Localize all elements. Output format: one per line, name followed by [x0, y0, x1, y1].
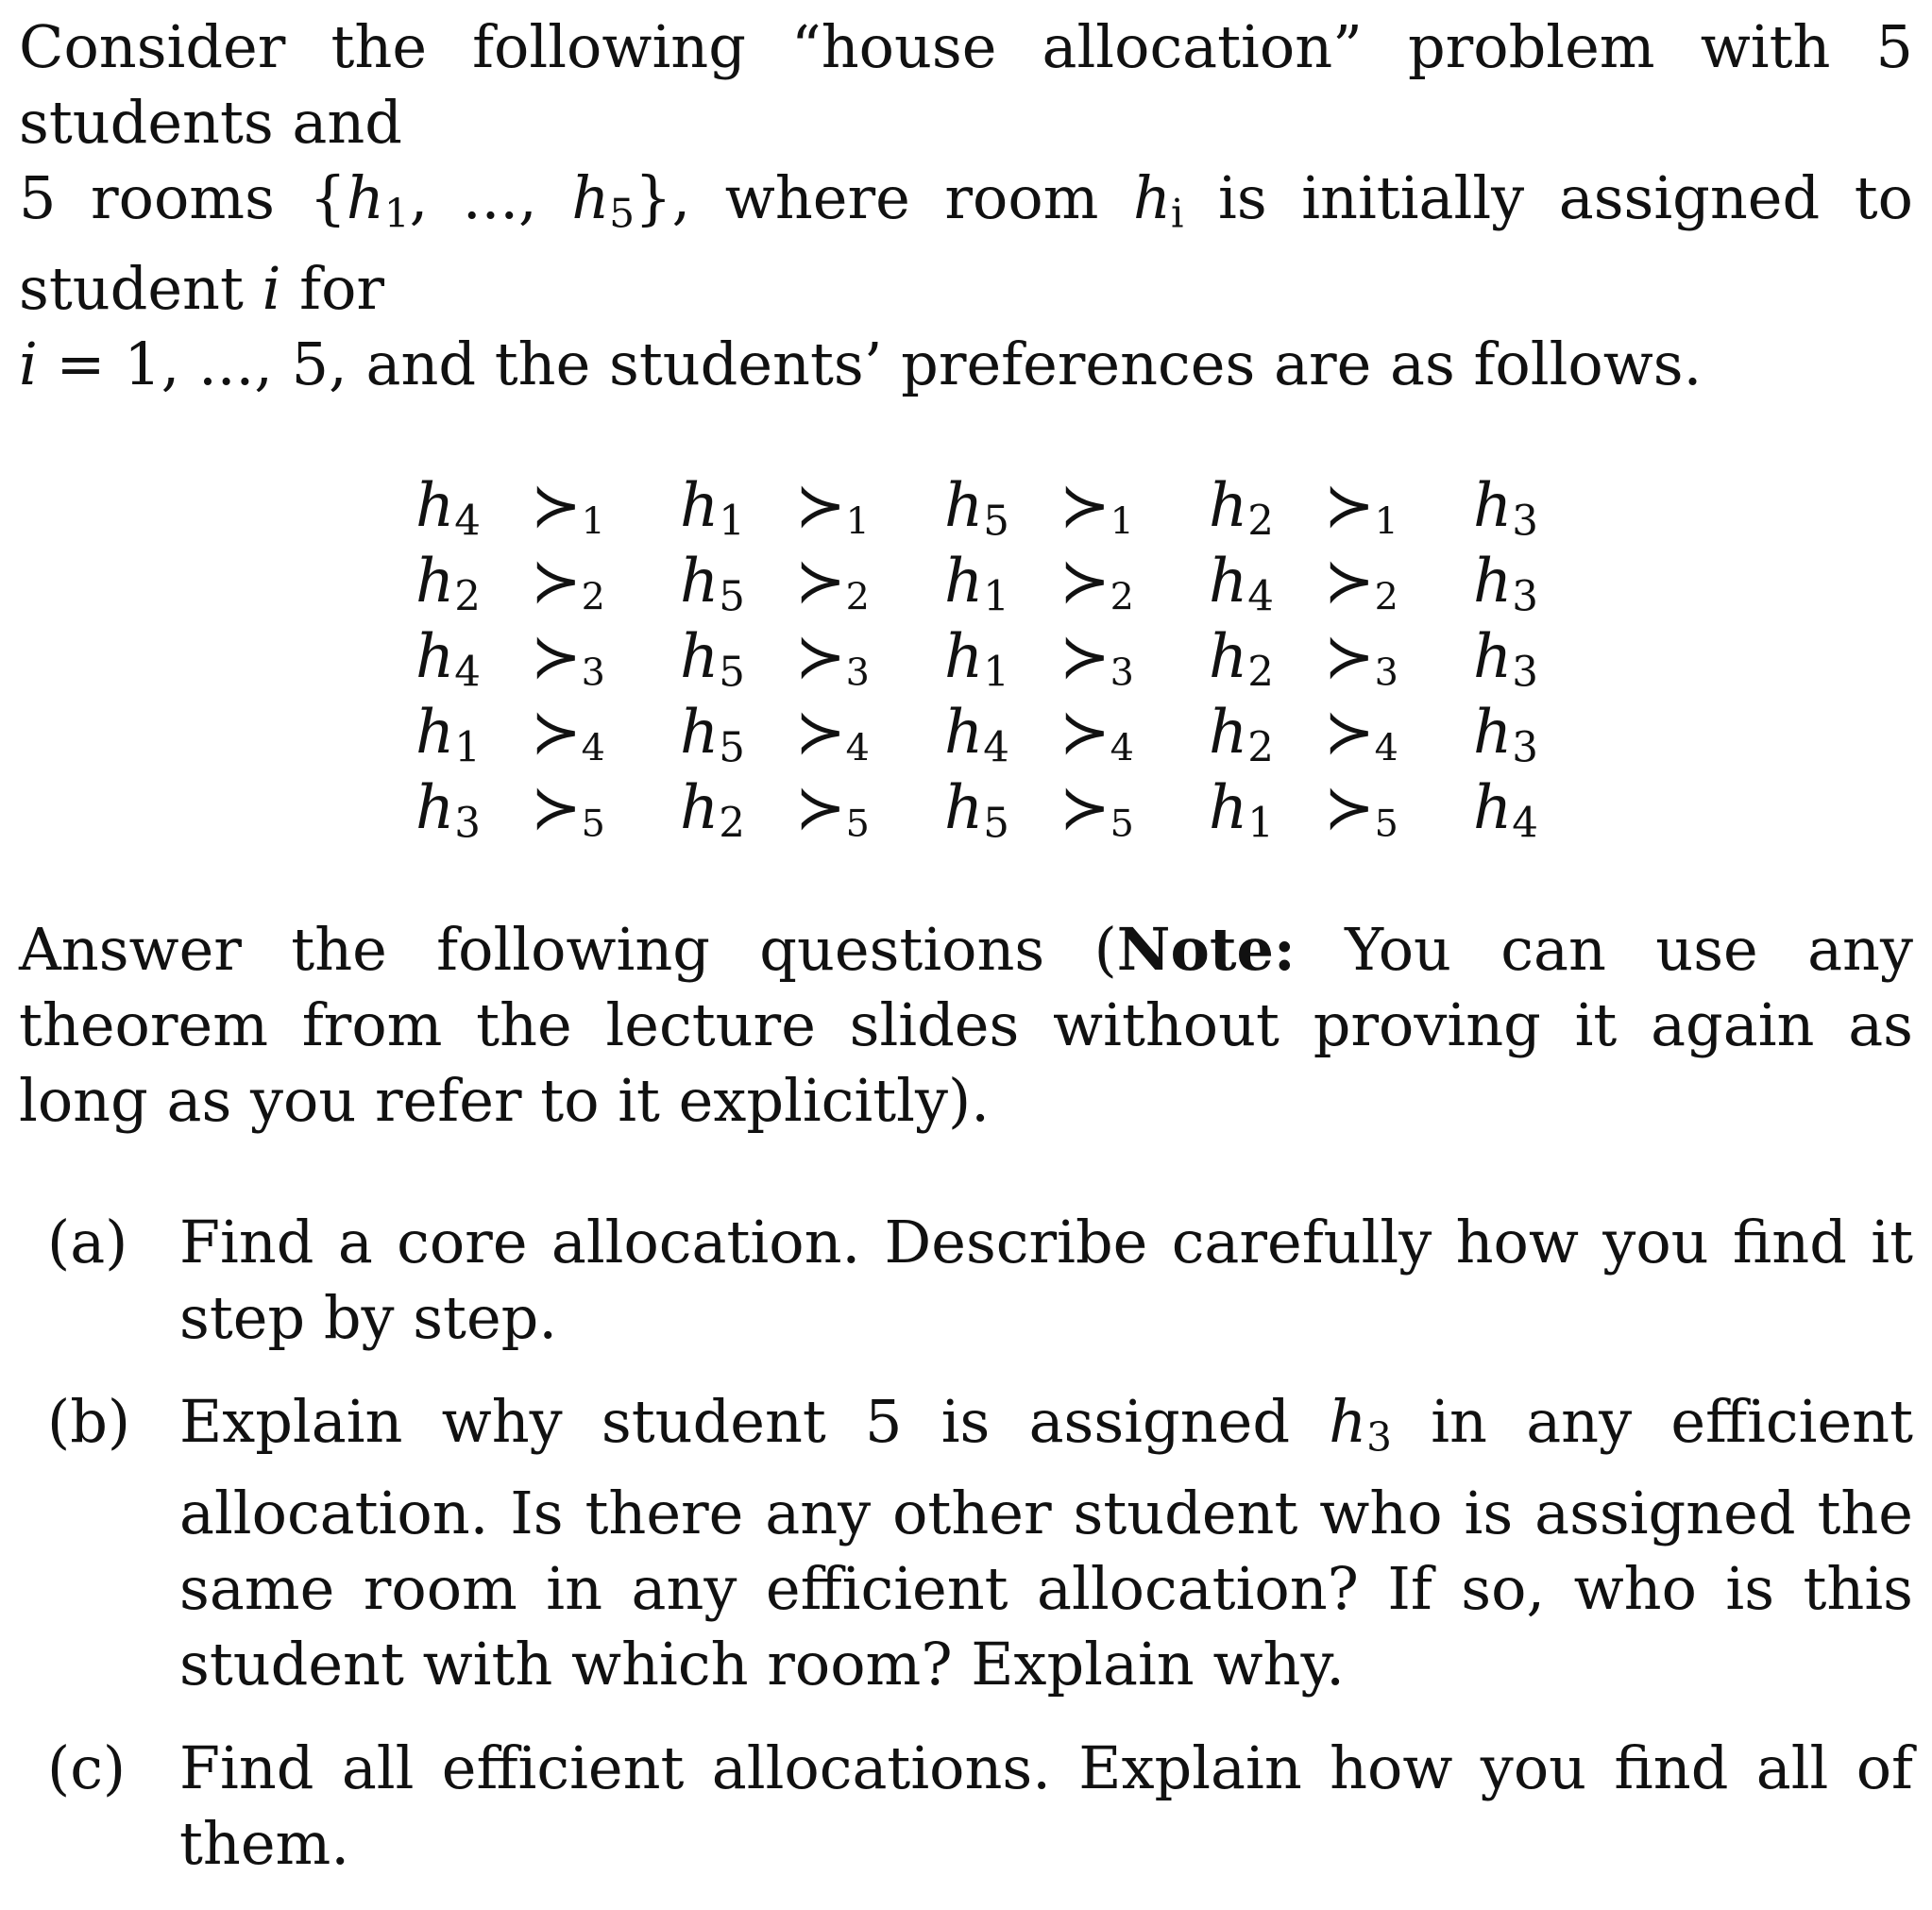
question-label: (c)	[47, 1733, 127, 1802]
question-text: Find all efficient allocations. Explain how you find all of them.	[179, 1733, 1913, 1878]
preference-relation: $≻_1$	[795, 471, 870, 544]
room-symbol: $h_4$	[1209, 547, 1274, 621]
question-text: Find a core allocation. Describe carefully how you find it step by step.	[179, 1208, 1913, 1353]
room-symbol: $h_2$	[680, 773, 745, 848]
preference-relation: $≻_4$	[1324, 698, 1398, 770]
preference-table	[415, 468, 1913, 846]
preference-relation: $≻_2$	[1059, 547, 1134, 619]
room-symbol: $h_3$	[1473, 471, 1538, 546]
preference-row	[415, 619, 1913, 695]
room-symbol: $h_4$	[415, 471, 481, 546]
preference-relation: $≻_5$	[1059, 773, 1134, 846]
preference-relation: $≻_3$	[1059, 622, 1134, 695]
question-list	[19, 1205, 1913, 1881]
preference-relation: $≻_5$	[1324, 773, 1398, 846]
room-symbol: $h_3$	[1473, 547, 1538, 621]
preference-relation: $≻_4$	[531, 698, 605, 770]
preference-relation: $≻_2$	[1324, 547, 1398, 619]
intro-line-1: Consider the following “house allocation” problem with 5 students and	[19, 12, 1913, 157]
preference-relation: $≻_1$	[1324, 471, 1398, 544]
room-symbol: $h_2$	[1209, 471, 1274, 546]
room-symbol: $h_2$	[415, 547, 481, 621]
preference-relation: $≻_5$	[795, 773, 870, 846]
room-symbol: $h_3$	[1473, 622, 1538, 697]
question-b	[19, 1384, 1913, 1701]
preference-relation: $≻_1$	[531, 471, 605, 544]
room-symbol: $h_5$	[944, 773, 1009, 848]
room-symbol: $h_5$	[680, 698, 745, 772]
room-symbol: $h_1$	[415, 698, 481, 772]
room-symbol: $h_4$	[1473, 773, 1538, 848]
preference-relation: $≻_2$	[795, 547, 870, 619]
preference-relation: $≻_5$	[531, 773, 605, 846]
preference-relation: $≻_3$	[531, 622, 605, 695]
room-symbol: $h_1$	[1209, 773, 1274, 848]
room-symbol: $h_1$	[944, 547, 1009, 621]
room-symbol: $h_3$	[1473, 698, 1538, 772]
intro-paragraph: Consider the following “house allocation” problem with 5 students and 5 rooms {$h_1$, ..., $h_5$}, where room $h_i$ is initially assigned to student i for i = 1, ..., 5, and the students’ preferences are as follows.	[19, 12, 1913, 399]
preference-row	[415, 544, 1913, 619]
question-c	[19, 1731, 1913, 1882]
preference-relation: $≻_2$	[531, 547, 605, 619]
room-symbol: $h_5$	[680, 547, 745, 621]
preference-row	[415, 468, 1913, 544]
answer-instructions: Answer the following questions (Note: You can use any theorem from the lecture slides without proving it again as long as you refer to it explicitly).	[19, 915, 1913, 1136]
note-label: Note:	[1116, 915, 1296, 985]
preference-relation: $≻_4$	[1059, 698, 1134, 770]
room-symbol: $h_4$	[944, 698, 1009, 772]
question-a	[19, 1205, 1913, 1356]
preference-row	[415, 695, 1913, 770]
document	[19, 0, 1913, 1910]
question-text: Explain why student 5 is assigned $h_3$ in any efficient allocation. Is there any other student who is assigned the same room in any efficient allocation? If so, who is this student with which room? Explain why.	[179, 1387, 1913, 1699]
preference-row	[415, 770, 1913, 846]
room-symbol: $h_1$	[944, 622, 1009, 697]
preference-relation: $≻_3$	[795, 622, 870, 695]
preference-relation: $≻_1$	[1059, 471, 1134, 544]
preference-relation: $≻_3$	[1324, 622, 1398, 695]
preference-relation: $≻_4$	[795, 698, 870, 770]
room-symbol: $h_4$	[415, 622, 481, 697]
question-label: (b)	[47, 1387, 131, 1457]
room-symbol: $h_2$	[1209, 622, 1274, 697]
room-symbol: $h_2$	[1209, 698, 1274, 772]
room-symbol: $h_5$	[680, 622, 745, 697]
room-symbol: $h_1$	[680, 471, 745, 546]
room-symbol: $h_5$	[944, 471, 1009, 546]
question-label: (a)	[47, 1208, 128, 1277]
room-symbol: $h_3$	[415, 773, 481, 848]
